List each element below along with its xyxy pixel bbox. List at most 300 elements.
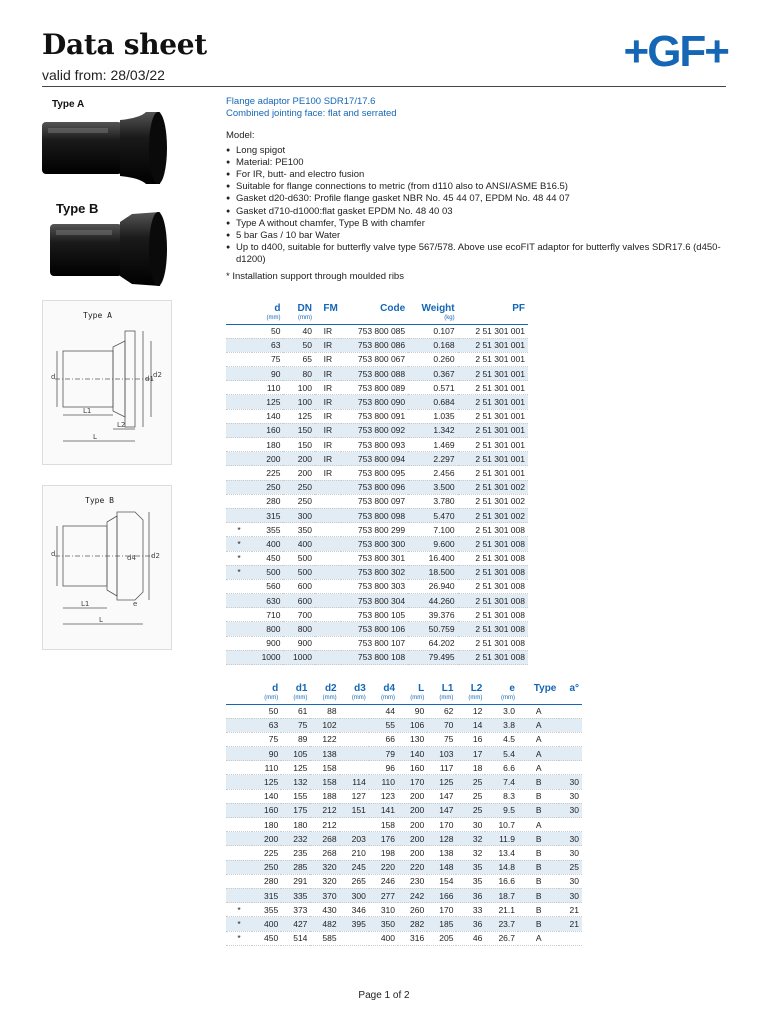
col-unit: (mm) — [427, 695, 456, 704]
table-row — [226, 818, 582, 832]
table-cell: * — [226, 537, 252, 551]
table-cell: 110 — [369, 775, 398, 789]
table-cell: 147 — [427, 789, 456, 803]
table-cell: 35 — [456, 860, 485, 874]
table-cell: 141 — [369, 803, 398, 817]
table-cell — [340, 747, 369, 761]
table-cell: B — [518, 903, 559, 917]
table-cell: 160 — [252, 803, 281, 817]
table-cell: 90 — [398, 704, 427, 718]
table-cell: 753 800 106 — [341, 622, 408, 636]
table-row — [226, 761, 582, 775]
table-cell: 125 — [252, 395, 283, 409]
table-cell: 125 — [281, 761, 310, 775]
table-row — [226, 650, 528, 664]
table-row — [226, 594, 528, 608]
table-cell — [226, 704, 252, 718]
table-cell — [315, 494, 341, 508]
table-cell: 232 — [281, 832, 310, 846]
table-cell: A — [518, 732, 559, 746]
table-cell: 400 — [252, 537, 283, 551]
table-cell: 753 800 107 — [341, 636, 408, 650]
table-cell: 8.3 — [485, 789, 518, 803]
table-cell: IR — [315, 367, 341, 381]
table-cell: 110 — [252, 381, 283, 395]
table-cell: 70 — [427, 718, 456, 732]
table-cell: 400 — [283, 537, 314, 551]
col-header-pf: PF — [512, 302, 525, 314]
gf-logo: +GF+ — [623, 27, 728, 76]
table-cell: 753 800 092 — [341, 423, 408, 437]
table-cell: 30 — [559, 846, 582, 860]
table-cell: A — [518, 761, 559, 775]
table-cell: 103 — [427, 747, 456, 761]
table-cell: 753 800 302 — [341, 565, 408, 579]
table-cell: 7.4 — [485, 775, 518, 789]
table-cell: 320 — [310, 860, 339, 874]
photo-type-b-label: Type B — [56, 201, 99, 216]
table-cell: 2 51 301 008 — [458, 608, 528, 622]
table-cell: 212 — [310, 803, 339, 817]
table-cell: 64.202 — [408, 636, 457, 650]
table-cell: 9.600 — [408, 537, 457, 551]
col-header-angle: a° — [569, 682, 579, 694]
table-cell — [226, 789, 252, 803]
table-cell: 2 51 301 001 — [458, 338, 528, 352]
table-cell: 2 51 301 008 — [458, 565, 528, 579]
table-row — [226, 917, 582, 931]
svg-text:d2: d2 — [153, 371, 162, 379]
table-cell: A — [518, 704, 559, 718]
table-cell: A — [518, 818, 559, 832]
photo-type-a-label: Type A — [52, 99, 85, 110]
table-cell: 1.342 — [408, 423, 457, 437]
page-number: Page 1 of 2 — [358, 990, 410, 1001]
svg-text:d4: d4 — [127, 554, 136, 562]
table-cell: 75 — [427, 732, 456, 746]
table-cell: 291 — [281, 874, 310, 888]
table-cell: 12 — [456, 704, 485, 718]
table-cell: 753 800 096 — [341, 480, 408, 494]
bullet-item: ● Gasket d20-d630: Profile flange gasket NBR No. 45 44 07, EPDM No. 48 44 07 — [226, 193, 736, 205]
table-cell: 355 — [252, 523, 283, 537]
table-cell: 2 51 301 001 — [458, 438, 528, 452]
table-cell: 123 — [369, 789, 398, 803]
col-unit: (mm) — [283, 315, 314, 324]
table-cell: 23.7 — [485, 917, 518, 931]
table-cell: 2 51 301 001 — [458, 423, 528, 437]
table-cell: IR — [315, 409, 341, 423]
table-cell — [559, 718, 582, 732]
table-cell: 180 — [281, 818, 310, 832]
table-cell: 63 — [252, 338, 283, 352]
table-cell: 3.0 — [485, 704, 518, 718]
product-photo-type-a — [42, 110, 170, 186]
table-row — [226, 367, 528, 381]
order-table — [226, 301, 528, 665]
table-cell: 185 — [427, 917, 456, 931]
table-cell: 316 — [398, 931, 427, 945]
table-cell: * — [226, 903, 252, 917]
table-cell: 310 — [369, 903, 398, 917]
table-cell: 2 51 301 008 — [458, 537, 528, 551]
bullet-item: ● Gasket d710-d1000:flat gasket EPDM No. 48 40 03 — [226, 206, 736, 218]
table-row — [226, 338, 528, 352]
table-cell: 21 — [559, 917, 582, 931]
col-unit: (mm) — [252, 695, 281, 704]
table-cell: 13.4 — [485, 846, 518, 860]
table-row — [226, 874, 582, 888]
table-cell: 150 — [283, 423, 314, 437]
table-cell: 600 — [283, 579, 314, 593]
table-cell: 900 — [252, 636, 283, 650]
table-cell: A — [518, 931, 559, 945]
table-cell: 200 — [252, 452, 283, 466]
table-cell: 250 — [252, 480, 283, 494]
table-cell: 2 51 301 002 — [458, 480, 528, 494]
table-cell: 140 — [252, 409, 283, 423]
table-cell — [559, 732, 582, 746]
table-cell: IR — [315, 423, 341, 437]
table-cell: 2 51 301 001 — [458, 452, 528, 466]
table-cell — [226, 352, 252, 366]
table-cell: 75 — [252, 352, 283, 366]
table-row — [226, 324, 528, 338]
table-cell: 285 — [281, 860, 310, 874]
technical-drawing-type-b — [42, 485, 172, 650]
table-row — [226, 438, 528, 452]
table-cell — [559, 931, 582, 945]
valid-from-date: valid from: 28/03/22 — [42, 67, 165, 83]
table-cell: 710 — [252, 608, 283, 622]
bullet-item: ● For IR, butt- and electro fusion — [226, 169, 736, 181]
table-cell: 16 — [456, 732, 485, 746]
table-cell: 200 — [252, 832, 281, 846]
col-unit — [559, 695, 582, 704]
table-cell: 300 — [340, 888, 369, 902]
col-unit: (mm) — [340, 695, 369, 704]
table-cell: * — [226, 551, 252, 565]
table-row — [226, 508, 528, 522]
svg-text:d2: d2 — [151, 552, 160, 560]
table-cell: 2 51 301 001 — [458, 367, 528, 381]
table-cell: 14 — [456, 718, 485, 732]
table-cell: 147 — [427, 803, 456, 817]
table-cell: 25 — [456, 789, 485, 803]
table-cell: B — [518, 789, 559, 803]
table-cell: 246 — [369, 874, 398, 888]
table-cell: 79 — [369, 747, 398, 761]
table-cell: 2 51 301 001 — [458, 352, 528, 366]
table-cell: 200 — [398, 803, 427, 817]
table-cell: 17 — [456, 747, 485, 761]
table-cell: B — [518, 874, 559, 888]
table-cell: 30 — [559, 789, 582, 803]
table-cell: 50.759 — [408, 622, 457, 636]
table-cell: 0.367 — [408, 367, 457, 381]
table-cell: 32 — [456, 846, 485, 860]
svg-text:e: e — [133, 600, 138, 608]
table-cell: 176 — [369, 832, 398, 846]
col-header-l2: L2 — [470, 682, 483, 694]
table-cell: 753 800 093 — [341, 438, 408, 452]
table-row — [226, 523, 528, 537]
table-cell: 89 — [281, 732, 310, 746]
col-unit: (mm) — [252, 315, 283, 324]
table-row — [226, 789, 582, 803]
installation-note: * Installation support through moulded ribs — [226, 270, 404, 282]
table-cell: 753 800 303 — [341, 579, 408, 593]
table-cell: 0.260 — [408, 352, 457, 366]
col-header-d4: d4 — [383, 682, 396, 694]
table-cell — [315, 650, 341, 664]
table-row — [226, 466, 528, 480]
table-cell: 10.7 — [485, 818, 518, 832]
table-cell: 117 — [427, 761, 456, 775]
table-cell: 753 800 301 — [341, 551, 408, 565]
table-cell: 30 — [559, 832, 582, 846]
table-cell: 138 — [310, 747, 339, 761]
table-cell: 36 — [456, 917, 485, 931]
bullet-item: ● Up to d400, suitable for butterfly valve type 567/578. Above use ecoFIT adaptor for butterfly valves SDR17.6 (d450-d1200) — [226, 242, 736, 266]
table-cell: 753 800 090 — [341, 395, 408, 409]
table-cell: 140 — [252, 789, 281, 803]
table-cell — [340, 732, 369, 746]
table-cell: 260 — [398, 903, 427, 917]
table-cell: IR — [315, 338, 341, 352]
table-row — [226, 732, 582, 746]
table-cell: 335 — [281, 888, 310, 902]
table-cell: 2 51 301 002 — [458, 508, 528, 522]
table-cell: 125 — [283, 409, 314, 423]
table-cell: 2 51 301 008 — [458, 579, 528, 593]
table-cell: 210 — [340, 846, 369, 860]
table-cell: 514 — [281, 931, 310, 945]
col-header-dn: DN — [297, 302, 312, 314]
table-cell: 265 — [340, 874, 369, 888]
table-cell: 158 — [369, 818, 398, 832]
table-cell — [226, 381, 252, 395]
table-cell: 242 — [398, 888, 427, 902]
col-header-d: d — [274, 302, 281, 314]
bullet-item: ● 5 bar Gas / 10 bar Water — [226, 230, 736, 242]
table-cell: 32 — [456, 832, 485, 846]
col-unit: (kg) — [408, 315, 457, 324]
table-cell: B — [518, 846, 559, 860]
svg-text:L: L — [93, 433, 97, 441]
table-cell — [226, 874, 252, 888]
table-cell: 2 51 301 001 — [458, 409, 528, 423]
table-cell: 900 — [283, 636, 314, 650]
table-cell — [226, 594, 252, 608]
table-cell: 114 — [340, 775, 369, 789]
table-row — [226, 395, 528, 409]
table-cell: 250 — [252, 860, 281, 874]
table-cell: 350 — [369, 917, 398, 931]
table-row — [226, 565, 528, 579]
page-title: Data sheet — [42, 28, 207, 61]
table-cell: IR — [315, 466, 341, 480]
table-cell: 2 51 301 008 — [458, 551, 528, 565]
table-cell — [226, 480, 252, 494]
table-cell — [226, 452, 252, 466]
table-cell — [226, 466, 252, 480]
table-cell: 205 — [427, 931, 456, 945]
col-header-d: d — [272, 682, 279, 694]
table-cell — [315, 551, 341, 565]
table-cell: IR — [315, 324, 341, 338]
table-row — [226, 551, 528, 565]
col-unit — [341, 315, 408, 324]
table-cell: 3.8 — [485, 718, 518, 732]
col-unit — [458, 315, 528, 324]
technical-drawing-type-a — [42, 300, 172, 465]
table-cell: 16.6 — [485, 874, 518, 888]
col-header-l: L — [418, 682, 425, 694]
table-cell: 125 — [427, 775, 456, 789]
table-cell: 125 — [252, 775, 281, 789]
table-cell: 11.9 — [485, 832, 518, 846]
col-header-fm: FM — [323, 302, 338, 314]
table-cell: 2 51 301 008 — [458, 594, 528, 608]
table-cell: 26.940 — [408, 579, 457, 593]
table-cell: 450 — [252, 551, 283, 565]
table-cell: 700 — [283, 608, 314, 622]
table-cell: B — [518, 888, 559, 902]
table-cell: 166 — [427, 888, 456, 902]
table-cell: 132 — [281, 775, 310, 789]
table-cell: 3.780 — [408, 494, 457, 508]
table-cell: 753 800 095 — [341, 466, 408, 480]
table-cell: 2 51 301 008 — [458, 636, 528, 650]
table-cell: 1000 — [283, 650, 314, 664]
table-cell: 18.7 — [485, 888, 518, 902]
svg-text:L2: L2 — [117, 421, 126, 429]
table-cell: 500 — [252, 565, 283, 579]
table-cell: B — [518, 860, 559, 874]
table-cell: 66 — [369, 732, 398, 746]
col-header-l1: L1 — [441, 682, 454, 694]
table-cell: 188 — [310, 789, 339, 803]
table-cell — [340, 931, 369, 945]
table-cell — [315, 537, 341, 551]
table-cell: 0.571 — [408, 381, 457, 395]
table-cell: 102 — [310, 718, 339, 732]
table-cell: 753 800 300 — [341, 537, 408, 551]
table-cell — [559, 704, 582, 718]
table-cell: 50 — [283, 338, 314, 352]
table-row — [226, 381, 528, 395]
table-cell — [559, 818, 582, 832]
table-cell: 430 — [310, 903, 339, 917]
table-cell: 3.500 — [408, 480, 457, 494]
drawing-type-a-label: Type A — [83, 311, 112, 320]
table-cell: 220 — [398, 860, 427, 874]
table-cell: B — [518, 832, 559, 846]
table-cell: 2 51 301 008 — [458, 650, 528, 664]
table-cell: 96 — [369, 761, 398, 775]
table-cell — [226, 747, 252, 761]
table-cell — [226, 650, 252, 664]
col-unit: (mm) — [281, 695, 310, 704]
table-cell: 280 — [252, 494, 283, 508]
table-cell — [226, 423, 252, 437]
table-cell — [226, 338, 252, 352]
col-unit — [518, 695, 559, 704]
table-cell — [559, 747, 582, 761]
table-cell: 160 — [398, 761, 427, 775]
table-row — [226, 423, 528, 437]
table-cell: 315 — [252, 508, 283, 522]
table-cell: 5.4 — [485, 747, 518, 761]
table-cell — [315, 565, 341, 579]
table-cell: 79.495 — [408, 650, 457, 664]
table-cell — [226, 775, 252, 789]
col-header-type: Type — [533, 682, 557, 694]
table-cell: 25 — [559, 860, 582, 874]
table-cell — [226, 508, 252, 522]
table-row — [226, 803, 582, 817]
table-cell: 753 800 304 — [341, 594, 408, 608]
table-cell — [226, 608, 252, 622]
table-cell: 753 800 097 — [341, 494, 408, 508]
table-row — [226, 409, 528, 423]
table-cell — [226, 732, 252, 746]
table-cell: 158 — [310, 761, 339, 775]
table-cell: B — [518, 803, 559, 817]
table-cell: 175 — [281, 803, 310, 817]
table-cell: 800 — [252, 622, 283, 636]
table-cell: 151 — [340, 803, 369, 817]
table-cell: 180 — [252, 818, 281, 832]
table-cell: 80 — [283, 367, 314, 381]
bullet-item: ● Type A without chamfer, Type B with chamfer — [226, 218, 736, 230]
table-cell: 203 — [340, 832, 369, 846]
svg-text:L: L — [99, 616, 103, 624]
table-cell: 277 — [369, 888, 398, 902]
table-cell: 5.470 — [408, 508, 457, 522]
col-unit — [315, 315, 341, 324]
table-cell: 230 — [398, 874, 427, 888]
bullet-item: ● Long spigot — [226, 145, 736, 157]
col-unit: (mm) — [485, 695, 518, 704]
table-cell: 18 — [456, 761, 485, 775]
table-row — [226, 480, 528, 494]
col-header-weight: Weight — [421, 302, 455, 314]
table-cell: 2.456 — [408, 466, 457, 480]
table-cell: 585 — [310, 931, 339, 945]
table-cell — [315, 523, 341, 537]
table-cell: 200 — [398, 789, 427, 803]
svg-text:d: d — [51, 373, 56, 381]
table-cell: 170 — [398, 775, 427, 789]
table-cell: 106 — [398, 718, 427, 732]
col-unit: (mm) — [310, 695, 339, 704]
table-cell — [226, 888, 252, 902]
table-cell: 33 — [456, 903, 485, 917]
table-row — [226, 718, 582, 732]
table-cell: 148 — [427, 860, 456, 874]
table-cell: 282 — [398, 917, 427, 931]
table-cell: 26.7 — [485, 931, 518, 945]
table-cell: 200 — [398, 846, 427, 860]
table-cell: 62 — [427, 704, 456, 718]
table-cell: 44 — [369, 704, 398, 718]
table-cell: 225 — [252, 466, 283, 480]
table-cell: 21.1 — [485, 903, 518, 917]
table-cell: 2 51 301 001 — [458, 381, 528, 395]
table-cell: 2.297 — [408, 452, 457, 466]
